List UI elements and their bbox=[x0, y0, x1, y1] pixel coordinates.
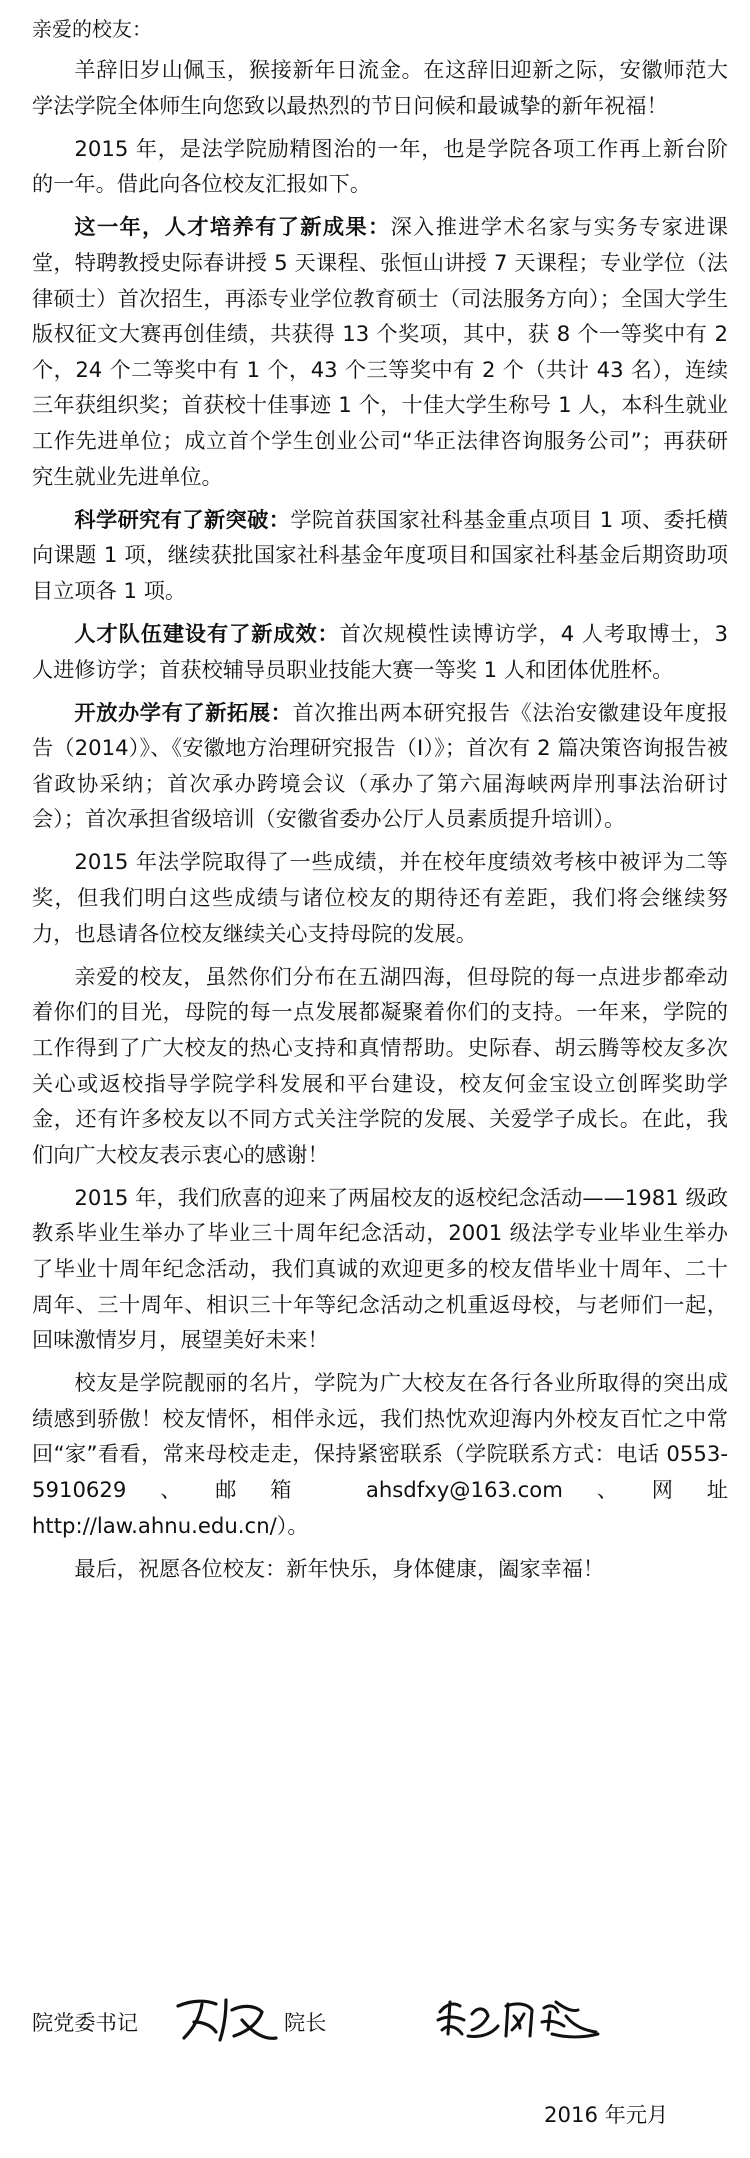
paragraph-text: 深入推进学术名家与实务专家进课堂，特聘教授史际春讲授 5 天课程、张恒山讲授 7 天课程；专业学位（法律硕士）首次招生，再添专业学位教育硕士（司法服务方向）；全国大学生版权征文大赛再创佳绩，共获得 13 个奖项，其中，获 8 个一等奖中有 2 个，24 个二等奖中有 1 个，43 个三等奖中有 2 个（共计 43 名），连续三年获组织奖；首获校十佳事迹 1 个，十佳大学生称号 1 人，本科生就业工作先进单位；成立首个学生创业公司“华正法律咨询服务公司”；再获研究生就业先进单位。 bbox=[32, 214, 728, 489]
letter-body bbox=[32, 52, 728, 1594]
paragraph bbox=[32, 616, 728, 687]
paragraph-text: 2015 年法学院取得了一些成绩，并在校年度绩效考核中被评为二等奖，但我们明白这些成绩与诸位校友的期待还有差距，我们将会继续努力，也恳请各位校友继续关心支持母院的发展。 bbox=[32, 849, 728, 946]
signature-block bbox=[32, 1992, 732, 2052]
paragraph-text: 最后，祝愿各位校友：新年快乐，身体健康，阖家幸福！ bbox=[74, 1555, 605, 1581]
paragraph bbox=[32, 131, 728, 202]
paragraph bbox=[32, 1551, 728, 1587]
salutation: 亲爱的校友： bbox=[32, 17, 152, 41]
paragraph-text: 首次推出两本研究报告《法治安徽建设年度报告（2014）》、《安徽地方治理研究报告（Ⅰ）》；首次有 2 篇决策咨询报告被省政协采纳；首次承办跨境会议（承办了第六届海峡两岸刑事法治研讨会）；首次承担省级培训（安徽省委办公厅人员素质提升培训）。 bbox=[32, 699, 728, 832]
paragraph-text: 首次规模性读博访学，4 人考取博士，3 人进修访学；首获校辅导员职业技能大赛一等奖 1 人和团体优胜杯。 bbox=[32, 620, 728, 682]
paragraph bbox=[32, 844, 728, 951]
paragraph bbox=[32, 52, 728, 123]
paragraph bbox=[32, 502, 728, 609]
paragraph-lead: 人才队伍建设有了新成效： bbox=[74, 620, 340, 646]
dean-label: 院长 bbox=[284, 2010, 327, 2035]
paragraph-text: 校友是学院靓丽的名片，学院为广大校友在各行各业所取得的突出成绩感到骄傲！校友情怀，相伴永远，我们热忱欢迎海内外校友百忙之中常回“家”看看，常来母校走走，保持紧密联系（学院联系方式：电话 0553-5910629、邮箱 ahsdfxy@163.com、网址 http://law.ahnu.edu.cn/）。 bbox=[32, 1370, 728, 1538]
paragraph-text: 亲爱的校友，虽然你们分布在五湖四海，但母院的每一点进步都牵动着你们的目光，母院的每一点发展都凝聚着你们的支持。一年来，学院的工作得到了广大校友的热心支持和真情帮助。史际春、胡云腾等校友多次关心或返校指导学院学科发展和平台建设，校友何金宝设立创晖奖助学金，还有许多校友以不同方式关注学院的发展、关爱学子成长。在此，我们向广大校友表示衷心的感谢！ bbox=[32, 963, 728, 1167]
paragraph-text: 2015 年，是法学院励精图治的一年，也是学院各项工作再上新台阶的一年。借此向各位校友汇报如下。 bbox=[32, 135, 728, 197]
paragraph bbox=[32, 1180, 728, 1358]
paragraph bbox=[32, 959, 728, 1173]
paragraph-text: 羊辞旧岁山佩玉，猴接新年日流金。在这辞旧迎新之际，安徽师范大学法学院全体师生向您致以最热烈的节日问候和最诚挚的新年祝福！ bbox=[32, 57, 728, 118]
letter-date: 2016 年元月 bbox=[544, 2102, 669, 2127]
paragraph bbox=[32, 695, 728, 837]
paragraph-lead: 开放办学有了新拓展： bbox=[74, 699, 293, 725]
paragraph bbox=[32, 1365, 728, 1543]
paragraph-text: 学院首获国家社科基金重点项目 1 项、委托横向课题 1 项，继续获批国家社科基金年度项目和国家社科基金后期资助项目立项各 1 项。 bbox=[32, 506, 728, 603]
secretary-label: 院党委书记 bbox=[32, 2010, 138, 2035]
paragraph bbox=[32, 209, 728, 494]
paragraph-lead: 科学研究有了新突破： bbox=[74, 506, 291, 532]
secretary-signature bbox=[172, 1992, 282, 2046]
paragraph-text: 2015 年，我们欣喜的迎来了两届校友的返校纪念活动——1981 级政教系毕业生举办了毕业三十周年纪念活动，2001 级法学专业毕业生举办了毕业十周年纪念活动，我们真诚的欢迎更多的校友借毕业十周年、二十周年、三十周年、相识三十年等纪念活动之机重返母校，与老师们一起，回味激情岁月，展望美好未来！ bbox=[32, 1184, 728, 1353]
dean-signature bbox=[432, 1994, 602, 2044]
paragraph-lead: 这一年，人才培养有了新成果： bbox=[74, 214, 391, 240]
